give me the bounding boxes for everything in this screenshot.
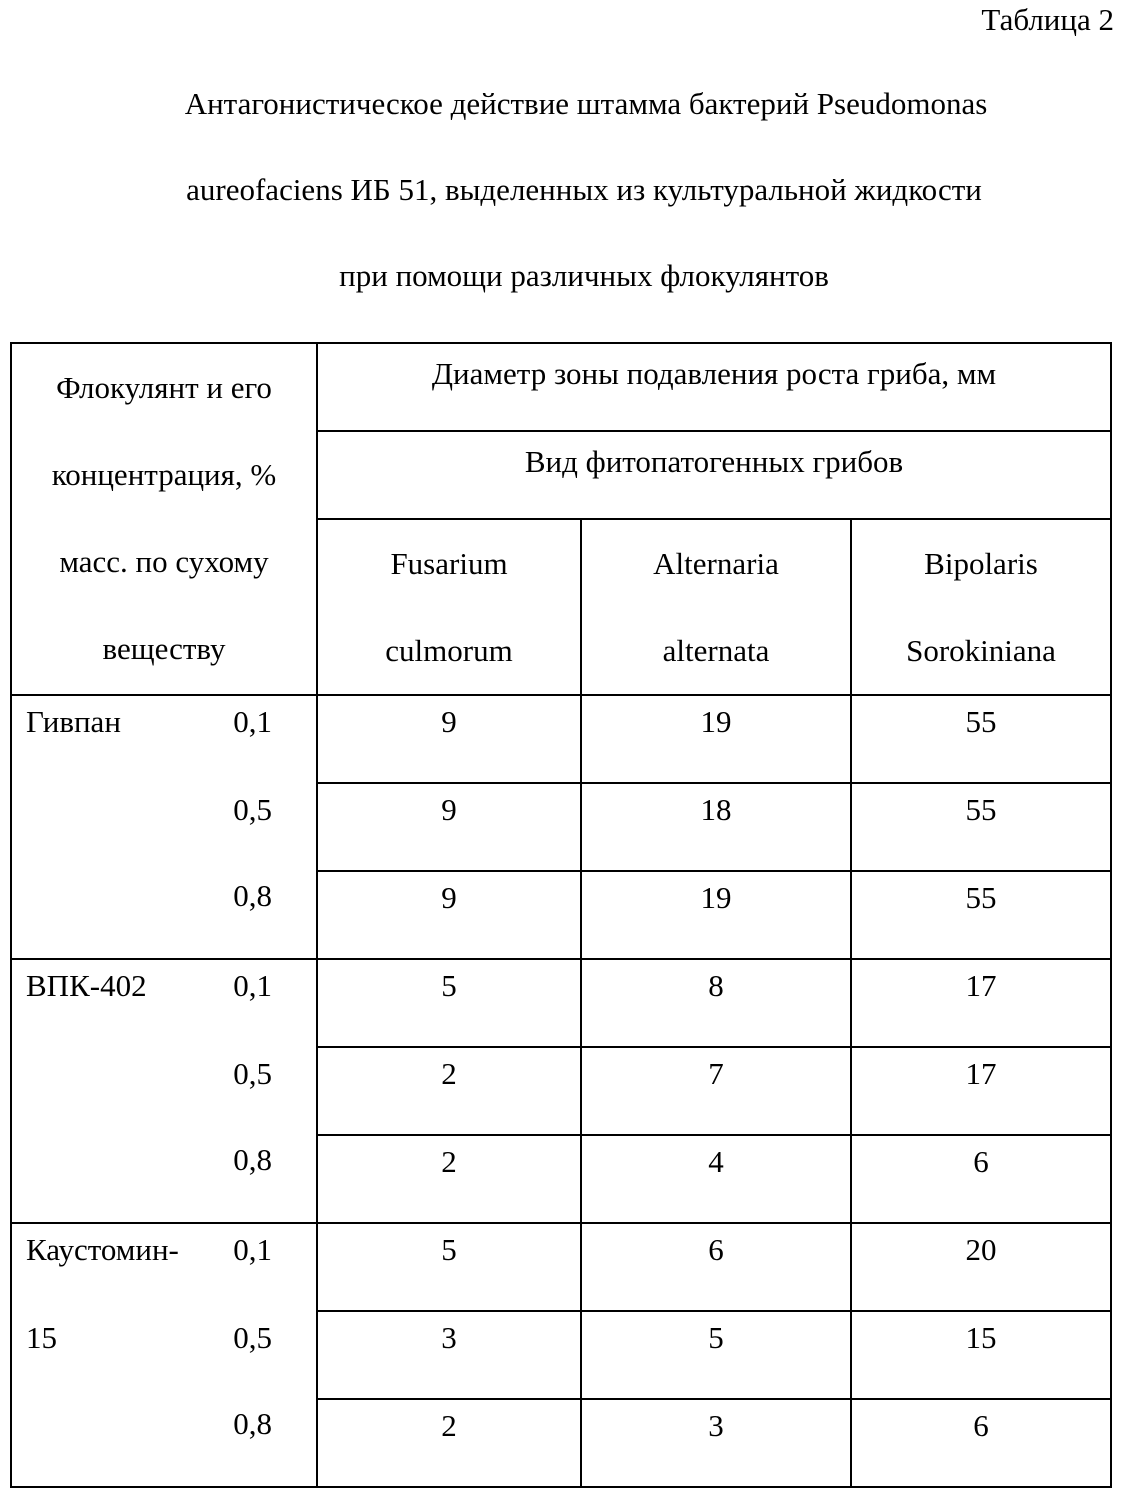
table-cell: 5 xyxy=(317,959,581,1047)
group-vpk402 xyxy=(11,959,317,1223)
table-cell: 19 xyxy=(581,871,851,959)
text-label: веществу xyxy=(12,605,316,692)
table-cell: 2 xyxy=(317,1047,581,1135)
species-alternaria xyxy=(581,519,851,695)
text-label: Alternaria xyxy=(582,520,850,607)
table-cell: 2 xyxy=(317,1135,581,1223)
text-label: Sorokiniana xyxy=(852,607,1110,694)
text-label: 0,8 xyxy=(233,1142,272,1178)
table-cell: 55 xyxy=(851,783,1111,871)
table-cell: 6 xyxy=(581,1223,851,1311)
text-label: Диаметр зоны подавления роста гриба, мм xyxy=(318,344,1110,400)
group-kaustomin15 xyxy=(11,1223,317,1487)
text-label: ВПК-402 xyxy=(26,968,147,1004)
header-flocculant xyxy=(11,343,317,695)
table-cell: 3 xyxy=(581,1399,851,1487)
table-cell: 9 xyxy=(317,695,581,783)
title-line-3: при помощи различных флокулянтов xyxy=(20,258,1128,294)
text-label: 0,5 xyxy=(233,1320,272,1356)
table-cell: 5 xyxy=(581,1311,851,1399)
table-cell: 6 xyxy=(851,1135,1111,1223)
table-cell: 5 xyxy=(317,1223,581,1311)
text-label: 0,1 xyxy=(233,704,272,740)
text-label: 0,1 xyxy=(233,968,272,1004)
text-label: Флокулянт и его xyxy=(12,344,316,431)
results-table xyxy=(10,342,1112,1488)
table-cell: 3 xyxy=(317,1311,581,1399)
table-cell: 6 xyxy=(851,1399,1111,1487)
table-cell: 17 xyxy=(851,959,1111,1047)
table-cell: 9 xyxy=(317,871,581,959)
text-label: Fusarium xyxy=(318,520,580,607)
header-species-type xyxy=(317,431,1111,519)
table-cell: 55 xyxy=(851,695,1111,783)
text-label: 0,1 xyxy=(233,1232,272,1268)
table-cell: 9 xyxy=(317,783,581,871)
group-givpan xyxy=(11,695,317,959)
table-cell: 20 xyxy=(851,1223,1111,1311)
table-label: Таблица 2 xyxy=(981,2,1114,38)
table-row xyxy=(11,695,1111,783)
text-label: 0,5 xyxy=(233,792,272,828)
table-row xyxy=(11,959,1111,1047)
text-label: 0,5 xyxy=(233,1056,272,1092)
table-cell: 19 xyxy=(581,695,851,783)
species-fusarium xyxy=(317,519,581,695)
table-cell: 17 xyxy=(851,1047,1111,1135)
table-cell: 15 xyxy=(851,1311,1111,1399)
text-label: Bipolaris xyxy=(852,520,1110,607)
title-line-1: Антагонистическое действие штамма бактерий Pseudomonas xyxy=(22,86,1128,122)
text-label: 0,8 xyxy=(233,1406,272,1442)
title-line-2: aureofaciens ИБ 51, выделенных из культуральной жидкости xyxy=(20,172,1128,208)
text-label: alternata xyxy=(582,607,850,694)
text-label: 15 xyxy=(26,1320,57,1356)
table-cell: 55 xyxy=(851,871,1111,959)
text-label: Гивпан xyxy=(26,704,121,740)
text-label: масс. по сухому xyxy=(12,518,316,605)
table-cell: 8 xyxy=(581,959,851,1047)
table-cell: 4 xyxy=(581,1135,851,1223)
text-label: концентрация, % xyxy=(12,431,316,518)
text-label: Вид фитопатогенных грибов xyxy=(318,432,1110,488)
text-label: 0,8 xyxy=(233,878,272,914)
species-bipolaris xyxy=(851,519,1111,695)
text-label: Каустомин- xyxy=(26,1232,179,1268)
table-row xyxy=(11,1223,1111,1311)
table-cell: 7 xyxy=(581,1047,851,1135)
table-cell: 2 xyxy=(317,1399,581,1487)
header-diameter xyxy=(317,343,1111,431)
table-cell: 18 xyxy=(581,783,851,871)
text-label: culmorum xyxy=(318,607,580,694)
